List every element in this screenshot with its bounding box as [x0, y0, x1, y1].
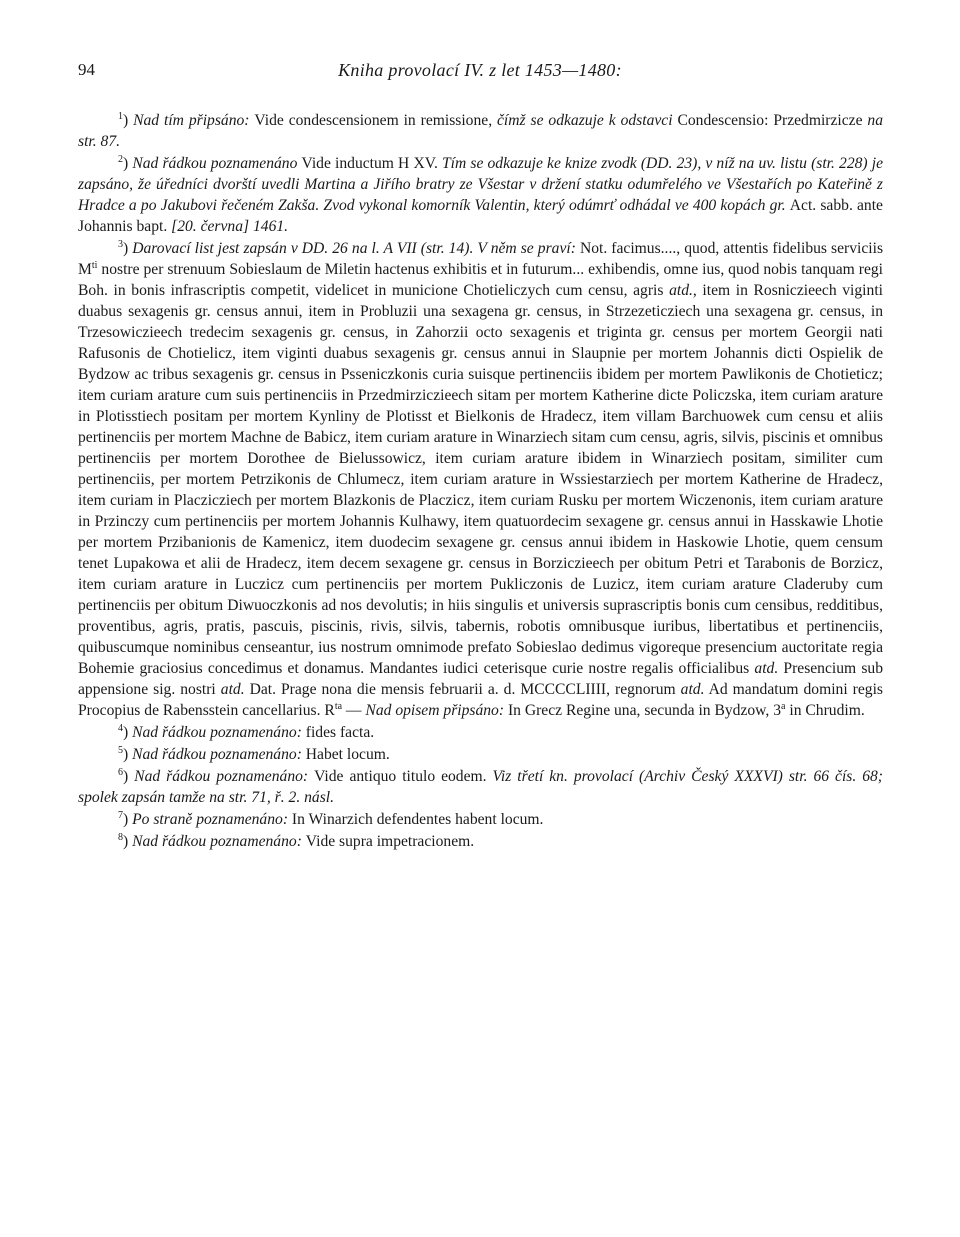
source-text: Condescensio: Przedmirzicze: [677, 112, 868, 129]
editorial-note-text: atd.: [754, 660, 779, 677]
footnote-8: [78, 831, 883, 852]
footnote-2: [78, 153, 883, 237]
footnote-marker: 4: [118, 722, 123, 734]
source-text: in Chrudim.: [785, 702, 865, 719]
footnote-paren: ): [123, 833, 133, 850]
superscript-text: ta: [334, 700, 343, 712]
footnote-5: [78, 744, 883, 765]
source-text: , item in Rosniczieech viginti duabus sexagenis gr. census annui, item in Probluzii una sexagena gr. census, in Strzezeticziech una sexagena gr. census, in Trzesowiczieech tredecim sexagenis gr. census, in Zahorzii octo sexagenis et triginta gr. census per mortem Georgii nati Rafusonis de Chotielicz, item viginti duabus sexagenis gr. census annui in Slaupnie per mortem Johannis dicti Ospielik de Bydzow ac tribus sexagenis gr. census in Psseniczkonis curia suisque pertinenciis ibidem per mortem Pawlikonis de Chotieticz; item curiam arature cum suis pertinenciis in Przedmirziczieech sitam per mortem Katherine dicte Policzska, item curiam arature in Plotisstiech positam per mortem Kynliny de Plotisst et Bielkonis de Hradecz, item villam Barchuowek cum censu et aliis pertinenciis per mortem Machne de Babicz, item curiam arature in Winarziech sitam cum censu, agris, silvis, piscinis et omnibus pertinenciis per mortem Dorothee de Bielussowicz, item curiam arature ibidem in Winarziech positam, similiter cum pertinenciis, per mortem Petrzikonis de Chlumecz, item curiam arature in Wssiestarziech per mortem Katherine de Hradecz, item curiam in Placzicziech per mortem Blazkonis de Placzicz, item curiam Rusku per mortem Wiczenonis, item curiam arature in Przinczy cum pertinenciis per mortem Johannis Kulhawy, item quatuordecim sexagene gr. census annui in Hasskawie Lhotie per mortem Przibanionis de Kamenicz, item duodecim sexagene gr. census annui ibidem in Haskowie Lhotie, quem censum tenet Lupakowa et alii de Hradecz, item decem sexagene gr. census in Borziczieech per obitum Petri et Tarabonis de Borzicz, item curiam arature in Luczicz cum pertinenciis per mortem Pukliczonis de Luzicz, item curiam arature Claderuby cum pertinenciis per obitum Diwuoczkonis ad nos devolutis; in hiis singulis et universis suprascriptis bonis cum censibus, redditibus, proventibus, agris, pratis, pascuis, piscinis, rivis, silvis, tabernis, robotis omnibusque iuribus, libertatibus et pertinenciis, quibuscumque nominibus censeantur, ius nostrum omnimode prefato Sobieslao dedimus vigoreque presencium auctoritate regia Bohemie graciosius concedimus et donamus. Mandantes iudici ceterisque curie nostre regalis officialibus: [78, 282, 883, 677]
footnote-paren: ): [123, 240, 133, 257]
editorial-note-text: Tím se odkazuje ke knize zvodk (DD. 23), v níž na uv. listu (str. 228) je zapsáno, že úředníci dvorští uvedli Martina a Jiřího bratry ze Všestar v držení statku odumřelého ve Všestařích po Kateřině z Hradce a po Jakubovi řečeném Zakša. Zvod vykonal komorník Valentin, který odúmrť odhádal ve 400 kopách gr.: [78, 155, 883, 214]
editorial-note-text: Po straně poznamenáno:: [132, 811, 292, 828]
source-text: fides facta.: [305, 724, 375, 741]
footnote-3: [78, 238, 883, 721]
page-number: 94: [78, 60, 95, 79]
footnote-marker: 5: [118, 744, 123, 756]
source-text: In Winarzich defendentes habent locum.: [291, 811, 544, 828]
source-text: Presencium sub appensione sig. nostri: [78, 660, 884, 698]
editorial-note-text: Nad řádkou poznamenáno:: [132, 724, 306, 741]
source-text: Not. facimus...., quod, attentis fidelibus serviciis M: [78, 240, 884, 278]
editorial-note-text: Nad opisem připsáno:: [365, 702, 508, 719]
editorial-note-text: Nad tím připsáno:: [133, 112, 255, 129]
editorial-note-text: atd.: [220, 681, 245, 698]
editorial-note-text: Nad řádkou poznamenáno:: [134, 768, 315, 785]
footnote-7: [78, 809, 883, 830]
source-text: Vide condescensionem in remissione,: [254, 112, 498, 129]
running-title: Kniha provolací IV. z let 1453—1480:: [338, 60, 622, 80]
footnote-paren: ): [123, 811, 133, 828]
footnote-paren: ): [123, 155, 133, 172]
footnote-marker: 3: [118, 238, 123, 250]
editorial-note-text: atd.: [669, 282, 693, 299]
editorial-note-text: Nad řádkou poznamenáno:: [132, 746, 306, 763]
footnote-paren: ): [123, 724, 133, 741]
page-header: [78, 60, 882, 90]
footnote-marker: 2: [118, 153, 123, 165]
source-text: Vide inductum H XV.: [301, 155, 442, 172]
editorial-note-text: atd.: [680, 681, 705, 698]
editorial-note-text: [20. června] 1461.: [171, 218, 289, 235]
footnote-marker: 8: [118, 831, 123, 843]
footnote-1: [78, 110, 883, 152]
footnote-6: [78, 766, 883, 808]
footnote-paren: ): [123, 768, 135, 785]
footnote-paren: ): [123, 746, 133, 763]
source-text: Habet locum.: [305, 746, 390, 763]
footnote-4: [78, 722, 883, 743]
editorial-note-text: Nad řádkou poznamenáno: [132, 155, 302, 172]
editorial-note-text: Viz třetí kn. provolací (Archiv Český XXXVI) str. 66 čís. 68; spolek zapsán tamže na str. 71, ř. 2. násl.: [78, 768, 883, 806]
editorial-note-text: Darovací list jest zapsán v DD. 26 na l. A VII (str. 14). V něm se praví:: [132, 240, 580, 257]
source-text: Dat. Prage nona die mensis februarii a. d. MCCCCLIIII, regnorum: [244, 681, 681, 698]
footnote-marker: 6: [118, 766, 123, 778]
source-text: Vide antiquo titulo eodem.: [314, 768, 493, 785]
source-text: —: [342, 702, 366, 719]
source-text: In Grecz Regine una, secunda in Bydzow, 3: [507, 702, 782, 719]
footnotes: [78, 110, 883, 853]
superscript-text: ti: [91, 259, 98, 271]
footnote-marker: 1: [118, 110, 123, 122]
source-text: nostre per strenuum Sobieslaum de Miletin hactenus exhibitis et in futurum... exhibendis, omne ius, quod nobis tanquam regi Boh. in bonis infrascriptis competit, videlicet in municione Chotieliczych cum censu, agris: [78, 261, 883, 299]
footnote-marker: 7: [118, 809, 123, 821]
editorial-note-text: čímž se odkazuje k odstavci: [497, 112, 678, 129]
source-text: Ad mandatum domini regis Procopius de Rabensstein cancellarius. R: [78, 681, 883, 719]
editorial-note-text: Nad řádkou poznamenáno:: [132, 833, 306, 850]
source-text: Vide supra impetracionem.: [305, 833, 475, 850]
footnote-paren: ): [123, 112, 134, 129]
superscript-text: a: [781, 700, 786, 712]
editorial-note-text: na str. 87.: [78, 112, 884, 150]
source-text: Act. sabb. ante Johannis bapt.: [78, 197, 883, 235]
